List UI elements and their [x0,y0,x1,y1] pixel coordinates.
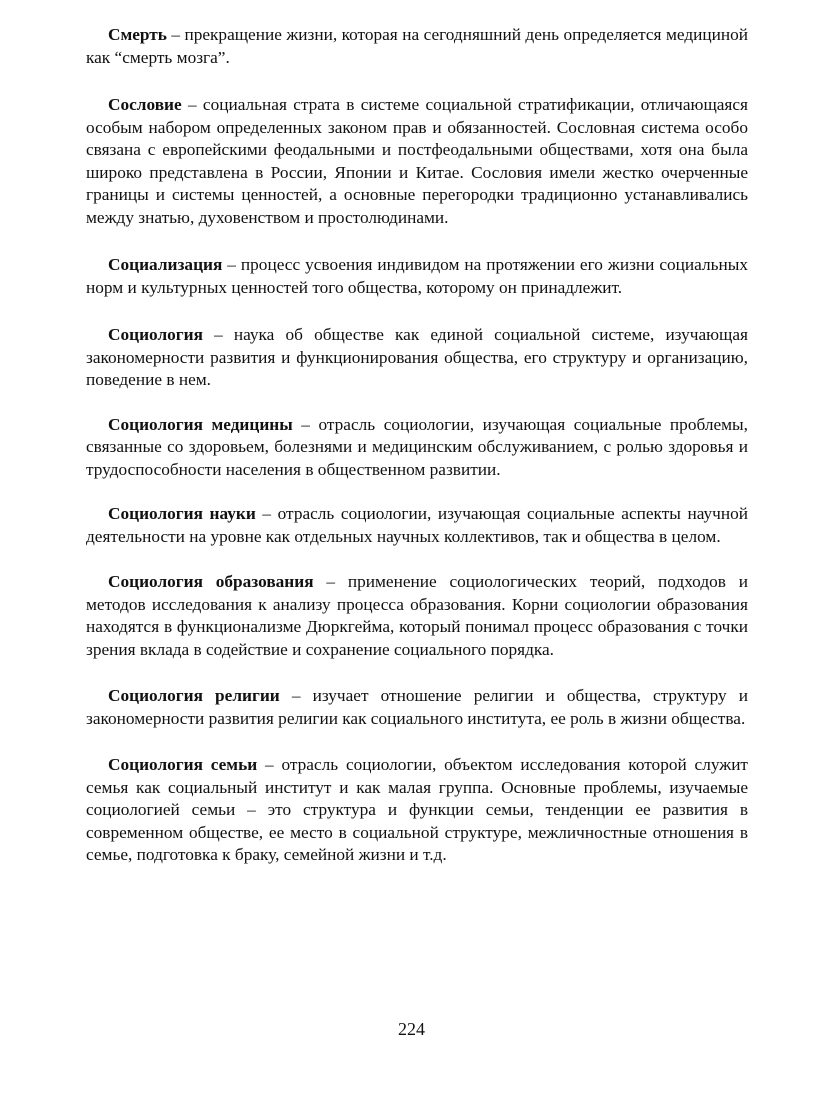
glossary-entry-sociologiya-religii [86,685,748,730]
entry-definition: – процесс усвоения индивидом на протяжении его жизни социальных норм и культурных ценностей того общества, которому он принадлежит. [86,255,748,297]
entry-term: Социология науки [108,504,256,523]
entry-term: Социология семьи [108,755,258,774]
glossary-entry-smert [86,24,748,69]
glossary-entry-sociologiya-nauki [86,503,748,548]
entry-term: Социология религии [108,686,280,705]
glossary-entry-sociologiya-mediciny [86,414,748,482]
entry-term: Социология медицины [108,414,293,434]
glossary-entry-soslovie [86,94,748,229]
entry-definition: – прекращение жизни, которая на сегодняшний день определяется медициной как “смерть мозга”. [86,25,748,67]
entry-term: Социализация [108,255,223,274]
glossary-entry-sociologiya-obrazovaniya [86,571,748,661]
entry-definition: – отрасль социологии, объектом исследования которой служит семья как социальный институт и как малая группа. Основные проблемы, изучаемые социологией семьи – это структура и функции семьи, тенденции ее развития в современном обществе, ее место в социальной структуре, межличностные отношения в семье, подготовка к браку, семейной жизни и т.д. [86,755,748,864]
entry-term: Смерть [108,25,167,44]
glossary-entry-sociologiya [86,324,748,392]
entry-term: Социология образования [108,572,314,591]
entry-definition: – наука об обществе как единой социальной системе, изучающая закономерности развития и функционирования общества, его структуру и организацию, поведение в нем. [86,325,748,389]
entry-definition: – отрасль социологии, изучающая социальные проблемы, связанные со здоровьем, болезнями и медицинским обслуживанием, с ролью здоровья и трудоспособности населения в общественном развитии. [86,414,748,479]
entry-term: Сословие [108,95,182,114]
entry-term: Социология [108,325,203,344]
glossary-entry-socializaciya [86,254,748,299]
entry-definition: – отрасль социологии, изучающая социальные аспекты научной деятельности на уровне как отдельных научных коллективов, так и общества в целом. [86,504,748,546]
glossary-page [86,24,748,867]
entry-definition: – изучает отношение религии и общества, структуру и закономерности развития религии как социального института, ее роль в жизни общества. [86,686,749,728]
entry-definition: – социальная страта в системе социальной стратификации, отличающаяся особым набором определенных законом прав и обязанностей. Сословная система особо связана с европейскими феодальными и постфеодальными обществами, хотя она была широко представлена в России, Японии и Китае. Сословия имели жестко очерченные границы и системы ценностей, а основные перегородки традиционно устанавливались между знатью, духовенством и простолюдинами. [86,95,748,227]
entry-definition: – применение социологических теорий, подходов и методов исследования к анализу процесса образования. Корни социологии образования находятся в функционализме Дюркгейма, который понимал процесс образования с точки зрения вклада в содействие и сохранение социального порядка. [86,572,748,659]
glossary-entry-sociologiya-semi [86,754,748,867]
page-number: 224 [398,1019,425,1039]
